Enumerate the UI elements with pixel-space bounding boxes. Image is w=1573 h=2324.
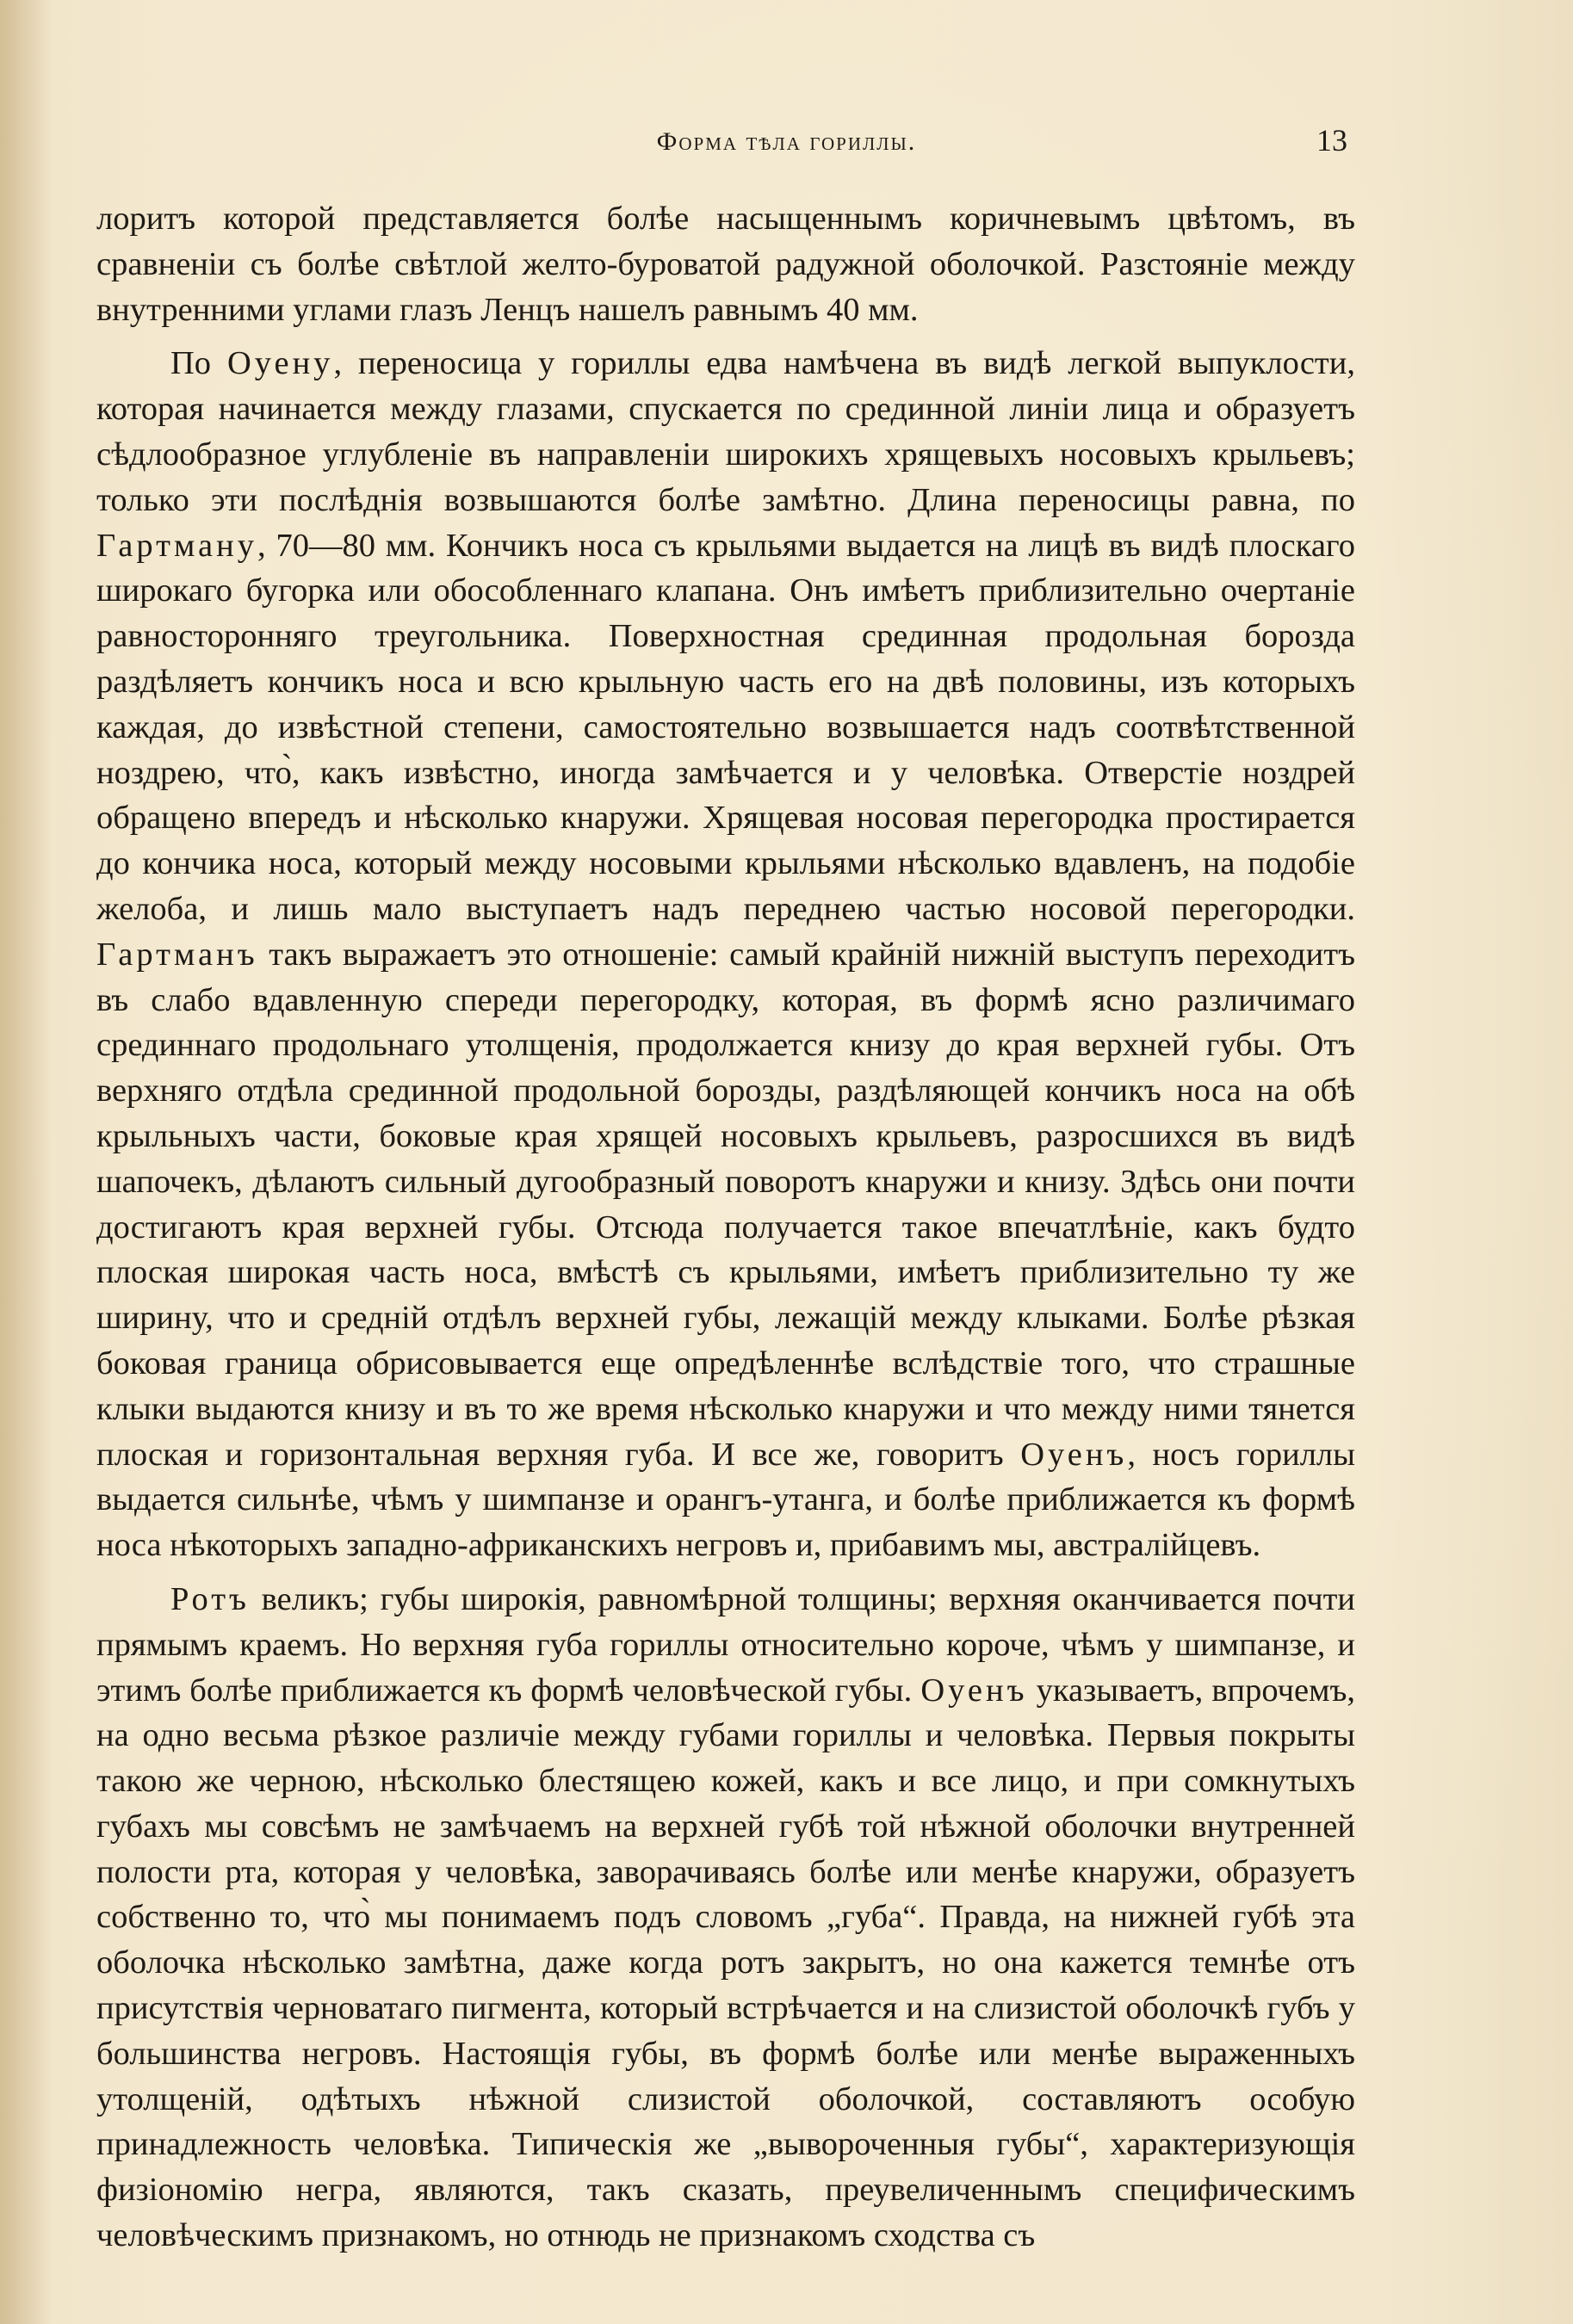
text-run: , переносица у гориллы едва намѣчена въ видѣ легкой выпуклости, которая начинается между глазами, спускается по срединной линіи лица и образуетъ сѣдлообразное углубленіе въ направленіи широкихъ хрящевыхъ носовыхъ крыльевъ; только эти послѣднія возвышаются болѣе замѣтно. Длина переносицы равна, по: [96, 345, 1355, 518]
page-number: 13: [1316, 123, 1347, 158]
spaced-name: Оуенъ: [920, 1672, 1028, 1709]
paragraph: [96, 341, 1355, 1568]
spaced-name: Ротъ: [170, 1580, 250, 1617]
paragraph: [96, 1577, 1355, 2259]
running-head: Форма тѣла гориллы.: [656, 127, 917, 156]
paragraph: [96, 196, 1355, 332]
text-run: По: [170, 345, 227, 382]
text-run: нашелъ равнымъ 40 мм.: [570, 291, 919, 328]
text-run: , носъ гориллы выдается сильнѣе, чѣмъ у шимпанзе и орангъ-утанга, и болѣе приближается къ формѣ носа нѣкоторыхъ западно-африканскихъ негровъ и, прибавимъ мы, австралійцевъ.: [96, 1436, 1355, 1564]
spaced-name: Оуенъ: [1020, 1436, 1128, 1473]
text-run: , 70—80 мм. Кончикъ носа съ крыльями выдается на лицѣ въ видѣ плоскаго широкаго бугорка или обособленнаго клапана. Онъ имѣетъ приблизительно очертаніе равносторонняго треугольника. Поверхностная срединная продольная борозда раздѣляетъ кончикъ носа и всю крыльную часть его на двѣ половины, изъ которыхъ каждая, до извѣстной степени, самостоятельно возвышается надъ соотвѣтственной ноздрею, что̀, какъ извѣстно, иногда замѣчается и у человѣка. Отверстіе ноздрей обращено впередъ и нѣсколько кнаружи. Хрящевая носовая перегородка простирается до кончика носа, который между носовыми крыльями нѣсколько вдавленъ, на подобіе желоба, и лишь мало выступаетъ надъ переднею частью носовой перегородки.: [96, 527, 1355, 927]
spaced-name: Оуену: [226, 345, 334, 382]
text-run: Ленцъ: [480, 291, 571, 328]
page-header: [0, 122, 1573, 165]
text-run: такъ выражаетъ это отношеніе: самый крайній нижній выступъ переходитъ въ слабо вдавленную спереди перегородку, которая, въ формѣ ясно различимаго срединнаго продольнаго утолщенія, продолжается книзу до края верхней губы. Отъ верхняго отдѣла срединной продольной борозды, раздѣляющей кончикъ носа на обѣ крыльныхъ части, боковые края хрящей носовыхъ крыльевъ, разросшихся въ видѣ шапочекъ, дѣлаютъ сильный дугообразный поворотъ кнаружи и книзу. Здѣсь они почти достигаютъ края верхней губы. Отсюда получается такое впечатлѣніе, какъ будто плоская широкая часть носа, вмѣстѣ съ крыльями, имѣетъ приблизительно ту же ширину, что и средній отдѣлъ верхней губы, лежащій между клыками. Болѣе рѣзкая боковая граница обрисовывается еще опредѣленнѣе вслѣдствіе того, что страшные клыки выдаются книзу и въ то же время нѣсколько кнаружи и что между ними тянется плоская и горизонтальная верхняя губа. И все же, говоритъ: [96, 936, 1355, 1473]
spaced-name: Гартманъ: [96, 936, 258, 973]
spaced-name: Гартману: [96, 527, 257, 564]
page-edge-stain: [0, 0, 52, 2324]
text-run: лоритъ которой представляется болѣе насыщеннымъ коричневымъ цвѣтомъ, въ сравненіи съ болѣе свѣтлой желто-буроватой радужной оболочкой. Разстояніе между внутренними углами глазъ: [96, 201, 1355, 328]
text-run: великъ; губы широкія, равномѣрной толщины; верхняя оканчивается почти прямымъ краемъ. Но верхняя губа гориллы относительно короче, чѣмъ у шимпанзе, и этимъ болѣе приближается къ формѣ человѣческой губы.: [96, 1580, 1355, 1709]
text-run: указываетъ, впрочемъ, на одно весьма рѣзкое различіе между губами гориллы и человѣка. Первыя покрыты такою же черною, нѣсколько блестящею кожей, какъ и все лицо, и при сомкнутыхъ губахъ мы совсѣмъ не замѣчаемъ на верхней губѣ той нѣжной оболочки внутренней полости рта, которая у человѣка, заворачиваясь болѣе или менѣе кнаружи, образуетъ собственно то, что̀ мы понимаемъ подъ словомъ „губа“. Правда, на нижней губѣ эта оболочка нѣсколько замѣтна, даже когда ротъ закрытъ, но она кажется темнѣе отъ присутствія черноватаго пигмента, который встрѣчается и на слизистой оболочкѣ губъ у большинства негровъ. Настоящія губы, въ формѣ болѣе или менѣе выраженныхъ утолщеній, одѣтыхъ нѣжной слизистой оболочкой, составляютъ особую принадлежность человѣка. Типическія же „вывороченныя губы“, характеризующія физіономію негра, являются, такъ сказать, преувеличеннымъ специфическимъ человѣческимъ признакомъ, но отнюдь не признакомъ сходства съ: [96, 1672, 1355, 2254]
body-text: [96, 196, 1355, 2267]
